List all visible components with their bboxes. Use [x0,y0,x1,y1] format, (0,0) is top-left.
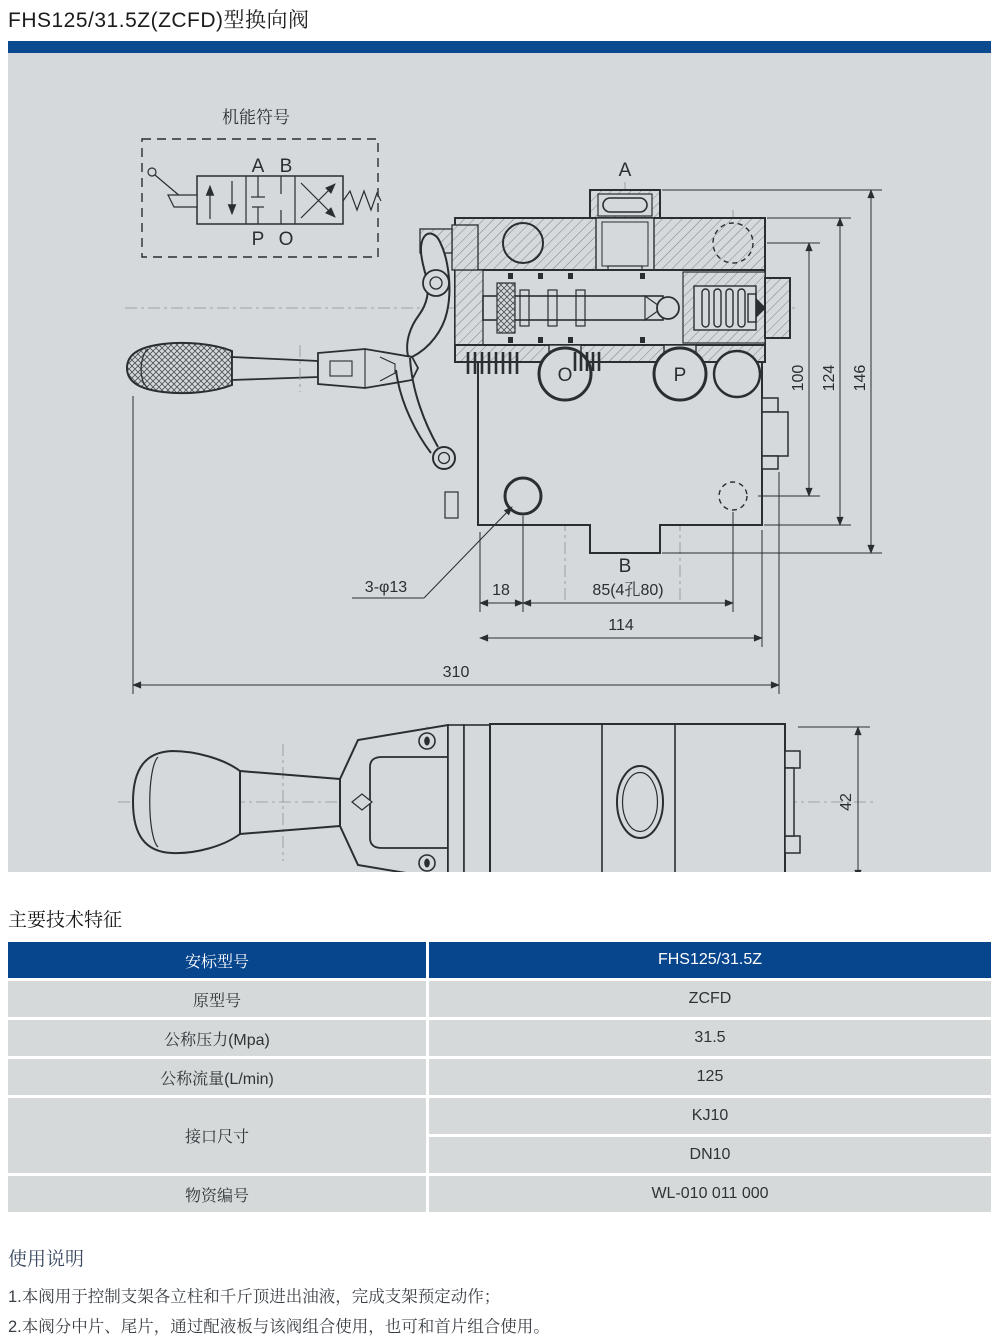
valve-body-plan [490,724,785,872]
specs-heading: 主要技术特征 [8,910,123,931]
usage-notes [8,1282,550,1342]
dim-146-label: 146 [852,364,869,392]
dim-310-label: 310 [442,664,470,681]
dim-18-label: 18 [492,582,510,599]
table-row-value: 125 [429,1059,991,1095]
dim-124-label: 124 [821,364,838,392]
usage-heading: 使用说明 [8,1249,85,1270]
usage-item-1: 1.本阀用于控制支架各立柱和千斤顶进出油液，完成支架预定动作； [8,1288,501,1306]
handle-assembly [127,225,478,469]
table-row-value: ZCFD [429,981,991,1017]
table-header-value: FHS125/31.5Z [429,942,991,978]
symbol-port-p: P [251,229,265,250]
drawing-panel [8,41,991,872]
symbol-port-b: B [279,156,293,177]
dimension-42 [798,727,870,872]
page-title: FHS125/31.5Z(ZCFD)型换向阀 [8,9,310,32]
table-row-label: 物资编号 [8,1176,426,1212]
panel-body [8,53,991,872]
handle-knob-plan [133,751,240,853]
function-symbol-label: 机能符号 [222,108,290,127]
usage-item-2: 2.本阀分中片、尾片，通过配液板与该阀组合使用，也可和首片组合使用。 [8,1318,550,1336]
port-p-label: P [673,365,687,386]
mounting-plate [478,362,762,553]
dim-holes-label: 3-φ13 [364,579,408,596]
spring-icon [343,191,381,210]
table-row-value: KJ10 [429,1098,991,1134]
table-row-label: 公称压力(Mpa) [8,1020,426,1056]
table-row-value: 31.5 [429,1020,991,1056]
dim-42-label: 42 [838,793,855,811]
side-view [118,724,876,872]
table-header-label: 安标型号 [8,942,426,978]
table-row-label: 原型号 [8,981,426,1017]
lever-icon [148,168,197,207]
panel-accent-bar [8,41,991,53]
function-symbol [142,108,381,257]
symbol-port-o: O [278,229,294,250]
port-o-label: O [557,365,573,386]
dim-114-label: 114 [608,617,634,634]
symbol-port-a: A [251,156,265,177]
table-row-value: DN10 [429,1137,991,1173]
table-row-value: WL-010 011 000 [429,1176,991,1212]
bell-crank [407,234,449,357]
port-a-label: A [618,160,632,181]
table-row-label: 接口尺寸 [8,1098,426,1173]
table-row-label: 公称流量(L/min) [8,1059,426,1095]
handle-knob [127,343,232,393]
specs-table [8,942,991,1212]
dim-85-label: 85(4孔80) [592,582,664,599]
dim-100-label: 100 [790,364,807,392]
main-view [125,160,882,694]
port-b-label: B [618,556,632,577]
technical-drawing [8,53,991,872]
